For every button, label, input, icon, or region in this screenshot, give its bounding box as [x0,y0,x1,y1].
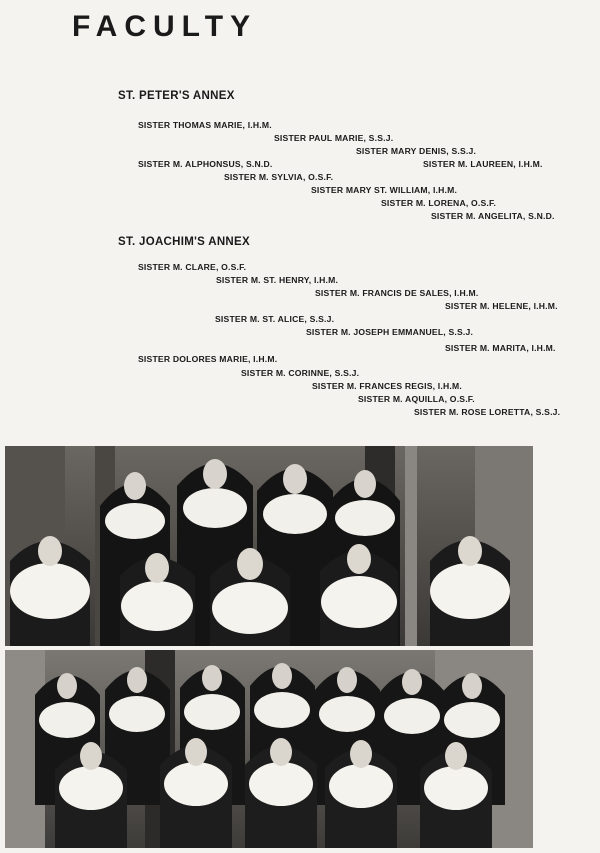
group-photo-top-illustration [5,446,533,646]
faculty-name: SISTER M. FRANCIS DE SALES, I.H.M. [315,288,479,298]
group-photo-top [5,446,533,646]
faculty-name: SISTER M. FRANCES REGIS, I.H.M. [312,381,462,391]
section-heading-st-joachims: ST. JOACHIM'S ANNEX [118,236,250,248]
faculty-name: SISTER THOMAS MARIE, I.H.M. [138,120,272,130]
faculty-name: SISTER M. CORINNE, S.S.J. [241,368,360,378]
faculty-name: SISTER DOLORES MARIE, I.H.M. [138,354,278,364]
faculty-name: SISTER M. JOSEPH EMMANUEL, S.S.J. [306,327,474,337]
faculty-name: SISTER M. ST. HENRY, I.H.M. [216,275,339,285]
page-title: FACULTY [72,10,258,43]
faculty-name: SISTER M. ROSE LORETTA, S.S.J. [414,407,561,417]
faculty-name: SISTER MARY ST. WILLIAM, I.H.M. [311,185,458,195]
faculty-name: SISTER M. MARITA, I.H.M. [445,343,556,353]
faculty-name: SISTER MARY DENIS, S.S.J. [356,146,477,156]
group-photo-bottom-illustration [5,650,533,848]
faculty-name: SISTER M. LORENA, O.S.F. [381,198,497,208]
faculty-name: SISTER M. AQUILLA, O.S.F. [358,394,475,404]
group-photo-bottom [5,650,533,848]
faculty-name: SISTER M. CLARE, O.S.F. [138,262,247,272]
faculty-name: SISTER M. SYLVIA, O.S.F. [224,172,334,182]
faculty-name: SISTER M. LAUREEN, I.H.M. [423,159,543,169]
section-heading-st-peters: ST. PETER'S ANNEX [118,90,235,102]
faculty-name: SISTER PAUL MARIE, S.S.J. [274,133,394,143]
faculty-name: SISTER M. HELENE, I.H.M. [445,301,558,311]
faculty-name: SISTER M. ANGELITA, S.N.D. [431,211,555,221]
faculty-name: SISTER M. ALPHONSUS, S.N.D. [138,159,273,169]
faculty-name: SISTER M. ST. ALICE, S.S.J. [215,314,335,324]
